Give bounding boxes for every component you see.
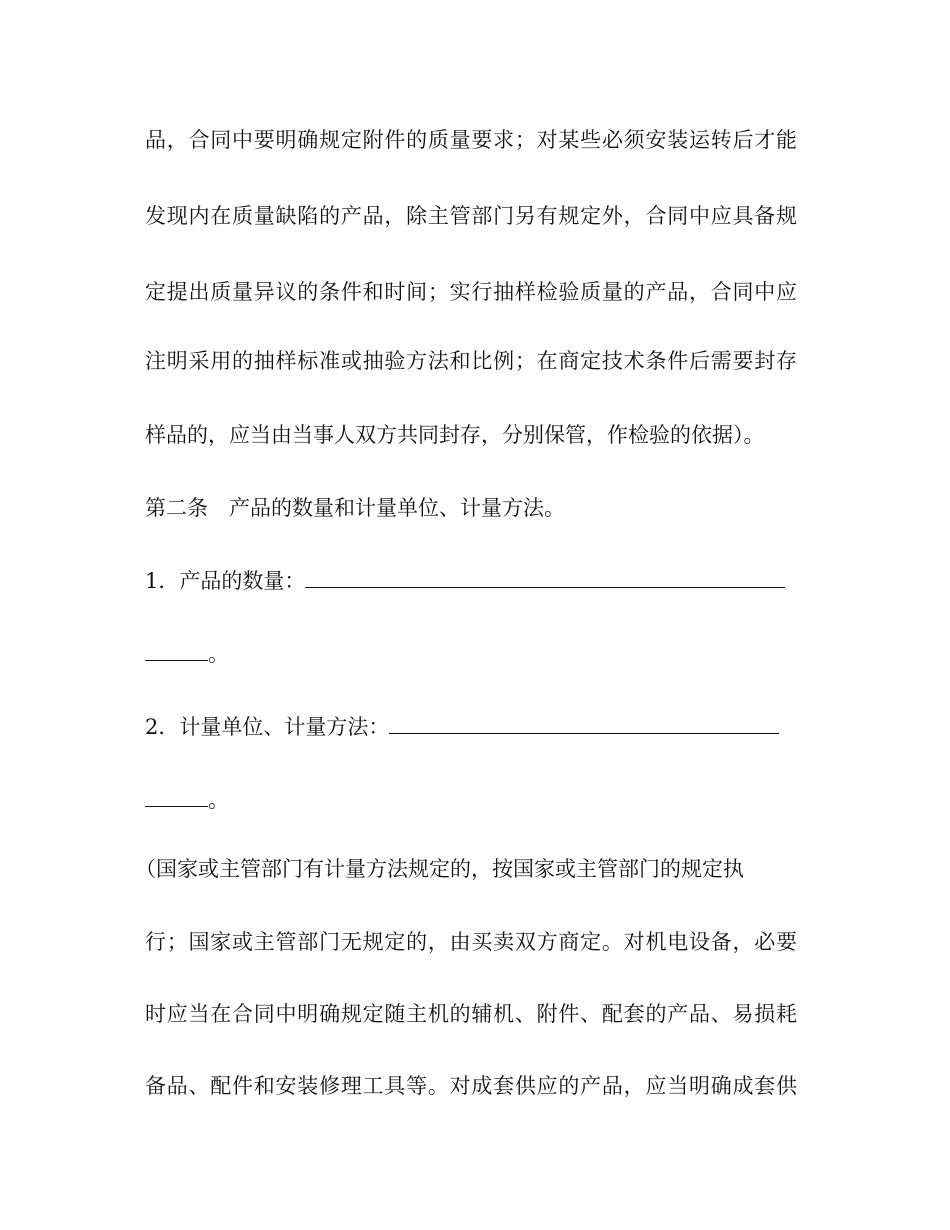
quantity-field-end: 。 [208,642,229,666]
unit-blank-line[interactable] [389,712,779,734]
quantity-field-label: 1．产品的数量： [145,569,306,593]
note-line-3: 时应当在合同中明确规定随主机的辅机、附件、配套的产品、易损耗 [145,1002,797,1026]
paragraph-line-1: 品，合同中要明确规定附件的质量要求；对某些必须安装运转后才能 [145,128,797,152]
paragraph-line-4: 注明采用的抽样标准或抽验方法和比例；在商定技术条件后需要封存 [145,349,797,373]
paragraph-line-2: 发现内在质量缺陷的产品，除主管部门另有规定外，合同中应具备规 [145,204,797,228]
unit-blank-line-cont[interactable] [145,785,208,807]
unit-field-label: 2．计量单位、计量方法： [145,715,390,739]
quantity-blank-line[interactable] [305,566,785,588]
unit-field-row [145,712,779,741]
paragraph-line-5: 样品的，应当由当事人双方共同封存，分别保管，作检验的依据）。 [145,423,765,447]
note-line-4: 备品、配件和安装修理工具等。对成套供应的产品，应当明确成套供 [145,1074,797,1098]
quantity-blank-line-cont[interactable] [145,639,208,661]
unit-field-continuation [145,785,229,814]
article-heading: 第二条 产品的数量和计量单位、计量方法。 [145,496,565,520]
unit-field-end: 。 [208,788,229,812]
paragraph-line-3: 定提出质量异议的条件和时间；实行抽样检验质量的产品，合同中应 [145,280,797,304]
note-line-2: 行；国家或主管部门无规定的，由买卖双方商定。对机电设备，必要 [145,930,797,954]
quantity-field-continuation [145,639,229,668]
note-line-1: （国家或主管部门有计量方法规定的，按国家或主管部门的规定执 [135,857,744,881]
quantity-field-row [145,566,785,595]
